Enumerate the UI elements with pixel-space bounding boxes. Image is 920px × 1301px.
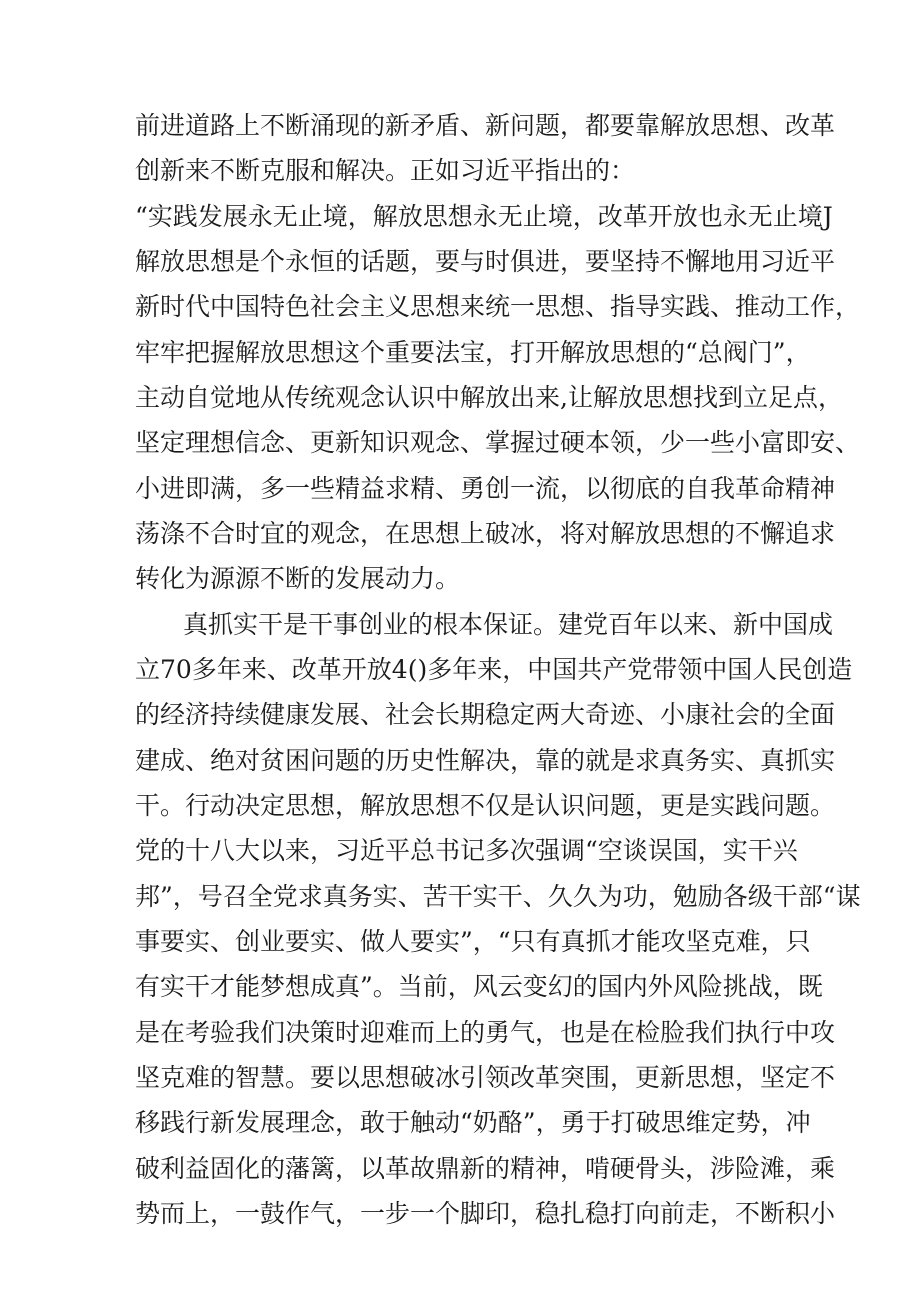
text-line-24: 破利益固化的藩篱，以革故鼎新的精神，啃硬骨头，涉险滩，乘 <box>135 1154 836 1183</box>
text-line-10: 荡涤不合时宜的观念，在思想上破冰，将对解放思想的不懈追求 <box>135 519 836 548</box>
text-line-25: 势而上，一鼓作气，一步一个脚印，稳扎稳打向前走，不断积小 <box>135 1199 836 1228</box>
text-line-5: 新时代中国特色社会主义思想来统一思想、指导实践、推动工作， <box>135 292 861 321</box>
text-line-21: 是在考验我们决策时迎难而上的勇气，也是在检脸我们执行中攻 <box>135 1018 836 1047</box>
text-line-13: 立70多年来、改革开放4()多年来，中国共产党带领中国人民创造 <box>135 655 853 684</box>
text-line-23: 移践行新发展理念，敢于触动“奶酪”，勇于打破思维定势，冲 <box>135 1108 811 1137</box>
text-line-6: 牢牢把握解放思想这个重要法宝，打开解放思想的“总阀门”， <box>135 338 811 367</box>
text-line-20: 有实干才能梦想成真”。当前，风云变幻的国内外风险挑战，既 <box>135 972 823 1001</box>
text-line-8: 坚定理想信念、更新知识观念、掌握过硬本领，少一些小富即安、 <box>135 428 861 457</box>
text-line-9: 小进即满，多一些精益求精、勇创一流，以彻底的自我革命精神 <box>135 474 836 503</box>
text-line-14: 的经济持续健康发展、社会长期稳定两大奇迹、小康社会的全面 <box>135 700 836 729</box>
text-line-16: 干。行动决定思想，解放思想不仅是认识问题，更是实践问题。 <box>135 791 836 820</box>
text-line-18: 邦”，号召全党求真务实、苦干实干、久久为功，勉励各级干部“谋 <box>135 882 861 911</box>
text-line-1: 前进道路上不断涌现的新矛盾、新问题，都要靠解放思想、改革 <box>135 111 836 140</box>
text-line-2: 创新来不断克服和解决。正如习近平指出的： <box>135 156 636 185</box>
text-line-3: “实践发展永无止境，解放思想永无止境，改革开放也永无止境J <box>135 202 833 231</box>
text-line-22: 坚克难的智慧。要以思想破冰引领改革突围，更新思想，坚定不 <box>135 1063 836 1092</box>
text-line-11: 转化为源源不断的发展动力。 <box>135 564 461 593</box>
paragraph-2-first-line: 真抓实干是干事创业的根本保证。建党百年以来、新中国成 <box>183 610 834 639</box>
text-line-15: 建成、绝对贫困问题的历史性解决，靠的就是求真务实、真抓实 <box>135 746 836 775</box>
text-line-19: 事要实、创业要实、做人要实”，“只有真抓才能攻坚克难，只 <box>135 927 811 956</box>
text-line-17: 党的十八大以来，习近平总书记多次强调“空谈误国，实干兴 <box>135 836 798 865</box>
text-line-7: 主动自觉地从传统观念认识中解放出来,让解放思想找到立足点， <box>135 383 843 412</box>
text-line-4: 解放思想是个永恒的话题，要与时俱进，要坚持不懈地用习近平 <box>135 247 836 276</box>
